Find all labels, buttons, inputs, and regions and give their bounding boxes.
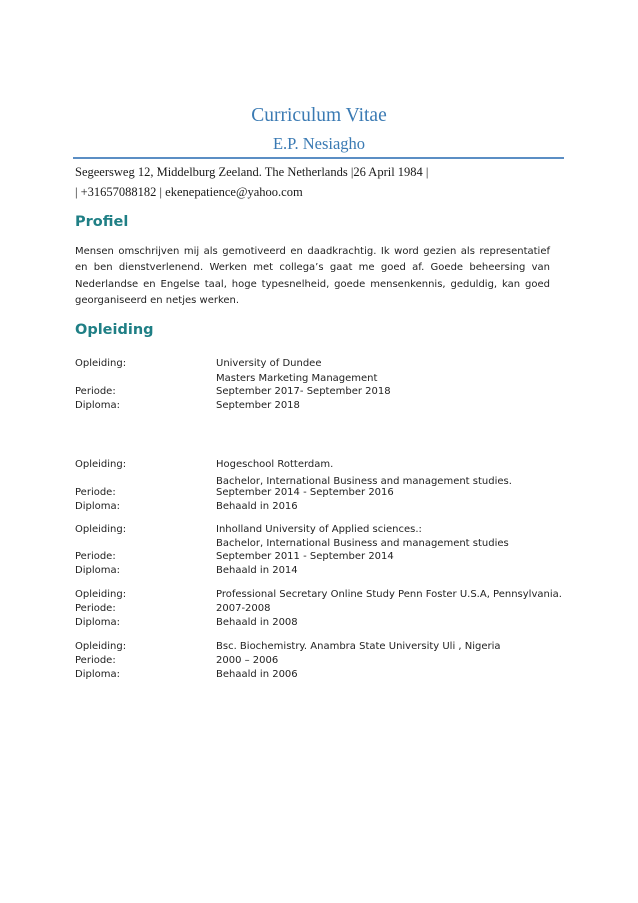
education-value: Professional Secretary Online Study Penn Foster U.S.A, Pennsylvania. — [216, 589, 562, 600]
education-label: Diploma: — [75, 400, 120, 411]
contact-phone-email-line: | +31657088182 | ekenepatience@yahoo.com — [75, 185, 303, 199]
profile-heading: Profiel — [75, 214, 129, 230]
education-value: September 2011 - September 2014 — [216, 551, 394, 562]
education-label: Periode: — [75, 487, 116, 498]
education-value: September 2018 — [216, 400, 300, 411]
education-label: Periode: — [75, 386, 116, 397]
education-value: 2000 – 2006 — [216, 655, 279, 666]
education-value: Bachelor, International Business and management studies. — [216, 476, 512, 487]
profile-text: Mensen omschrijven mij als gemotiveerd en daadkrachtig. Ik word gezien als representatief en ben dienstverlenend. Werken met collega’s gaat me goed af. Goede beheersing van Nederlandse en Engelse taal, hoge typesnelheid, goede mensenkennis, geduldig, kan goed georganiseerd en netjes werken. — [75, 246, 550, 306]
education-value: September 2014 - September 2016 — [216, 487, 394, 498]
education-label: Diploma: — [75, 501, 120, 512]
education-label: Diploma: — [75, 565, 120, 576]
education-value: 2007-2008 — [216, 603, 271, 614]
education-value: Hogeschool Rotterdam. — [216, 459, 334, 470]
education-value: Inholland University of Applied sciences.: — [216, 524, 422, 535]
education-label: Opleiding: — [75, 459, 127, 470]
education-label: Periode: — [75, 655, 116, 666]
education-label: Periode: — [75, 603, 116, 614]
education-label: Opleiding: — [75, 641, 127, 652]
contact-address-line: Segeersweg 12, Middelburg Zeeland. The Netherlands |26 April 1984 | — [75, 165, 429, 179]
education-value: Behaald in 2014 — [216, 565, 298, 576]
header-divider — [73, 157, 564, 159]
education-value: Behaald in 2006 — [216, 669, 298, 680]
education-label: Periode: — [75, 551, 116, 562]
education-value: Masters Marketing Management — [216, 373, 378, 384]
education-value: Bsc. Biochemistry. Anambra State University Uli , Nigeria — [216, 641, 501, 652]
education-label: Opleiding: — [75, 524, 127, 535]
education-value: Bachelor, International Business and management studies — [216, 538, 509, 549]
person-name: E.P. Nesiagho — [272, 134, 366, 153]
education-value: Behaald in 2008 — [216, 617, 298, 628]
education-label: Opleiding: — [75, 358, 127, 369]
education-value: University of Dundee — [216, 358, 322, 369]
document-title: Curriculum Vitae — [251, 105, 387, 126]
education-label: Diploma: — [75, 617, 120, 628]
education-label: Diploma: — [75, 669, 120, 680]
education-value: September 2017- September 2018 — [216, 386, 391, 397]
education-value: Behaald in 2016 — [216, 501, 298, 512]
education-heading: Opleiding — [75, 322, 154, 338]
education-label: Opleiding: — [75, 589, 127, 600]
